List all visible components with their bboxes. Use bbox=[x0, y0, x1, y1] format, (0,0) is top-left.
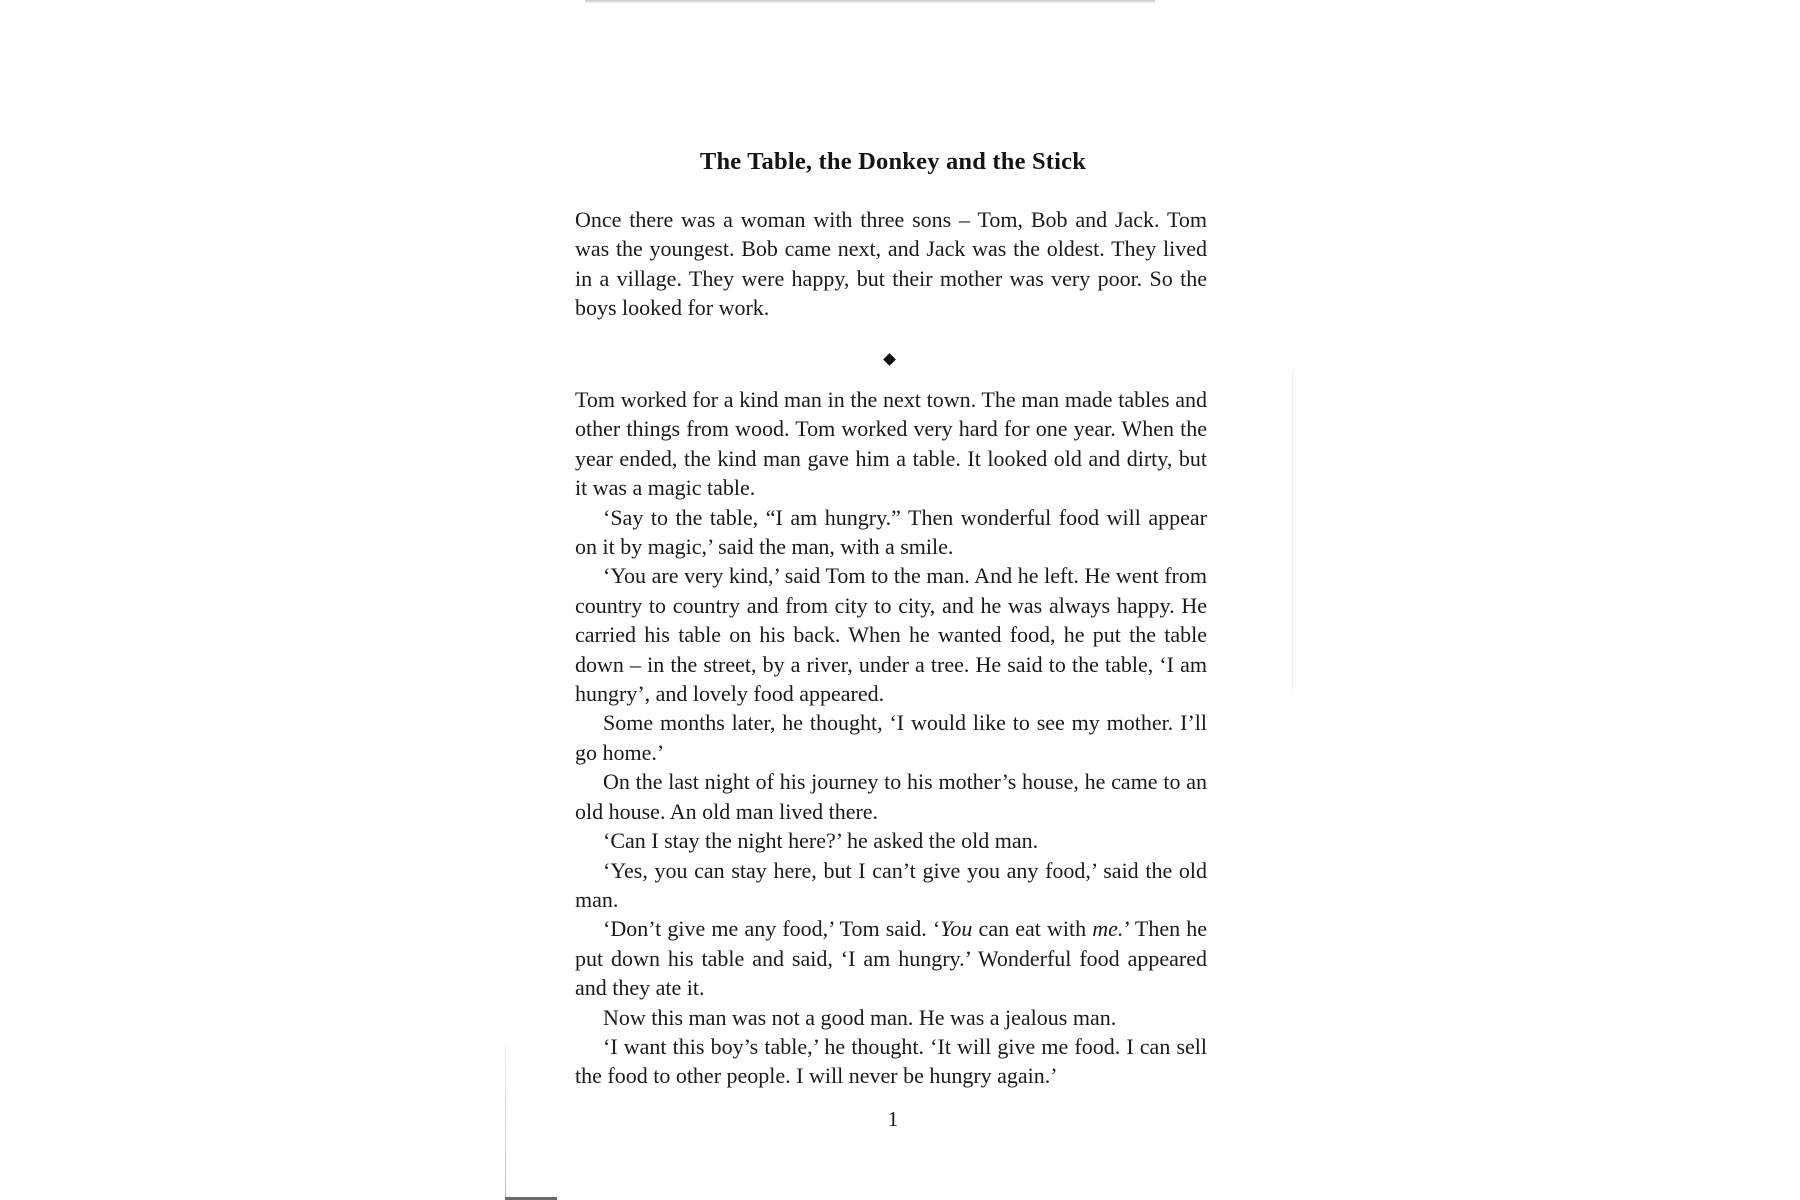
intro-paragraph: Once there was a woman with three sons – Tom, Bob and Jack. Tom was the youngest. Bob came next, and Jack was the oldest. They lived in a village. They were happy, but their mother was very poor. So the boys looked for work. bbox=[575, 207, 1207, 321]
page-top-edge bbox=[585, 0, 1155, 3]
text-run: can eat with bbox=[972, 916, 1093, 942]
paragraph: ‘Say to the table, “I am hungry.” Then wonderful food will appear on it by magic,’ said the man, with a smile. bbox=[575, 504, 1207, 560]
italic-text: You bbox=[940, 916, 973, 942]
paragraph: ‘Yes, you can stay here, but I can’t give you any food,’ said the old man. bbox=[575, 857, 1207, 912]
page-number: 1 bbox=[887, 1107, 899, 1131]
paragraph: Now this man was not a good man. He was a jealous man. bbox=[603, 1004, 1117, 1030]
paragraph: ‘Can I stay the night here?’ he asked the old man. bbox=[603, 828, 1039, 854]
paragraph: ‘You are very kind,’ said Tom to the man. And he left. He went from country to country and from city to city, and he was always happy. He carried his table on his back. When he wanted food, he put the table down – in the street, by a river, under a tree. He said to the table, ‘I am hungry’, and lovely food appeared. bbox=[575, 563, 1207, 707]
text-run: ‘Don’t give me any food,’ Tom said. ‘ bbox=[603, 916, 941, 942]
paragraph: Tom worked for a kind man in the next town. The man made tables and other things from wood. Tom worked very hard for one year. When the year ended, the kind man gave him a table. It looked old and dirty, but it was a magic table. bbox=[575, 387, 1207, 501]
page-left-edge bbox=[505, 1045, 506, 1200]
italic-text: me. bbox=[1092, 916, 1124, 942]
chapter-title: The Table, the Donkey and the Stick bbox=[699, 148, 1087, 175]
story-section bbox=[575, 385, 1207, 1091]
text-run: ’ Then he put down his table and said, ‘I am hungry.’ Wonderful food appeared and they ate it. bbox=[575, 916, 1207, 1001]
diamond-icon bbox=[883, 353, 896, 366]
paragraph bbox=[575, 914, 1207, 1002]
paragraph: ‘I want this boy’s table,’ he thought. ‘It will give me food. I can sell the food to other people. I will never be hungry again.’ bbox=[575, 1033, 1207, 1089]
paragraph: Some months later, he thought, ‘I would like to see my mother. I’ll go home.’ bbox=[575, 710, 1207, 765]
intro-section bbox=[575, 205, 1207, 323]
page-shadow bbox=[1292, 370, 1293, 690]
paragraph: On the last night of his journey to his mother’s house, he came to an old house. An old man lived there. bbox=[575, 769, 1207, 824]
